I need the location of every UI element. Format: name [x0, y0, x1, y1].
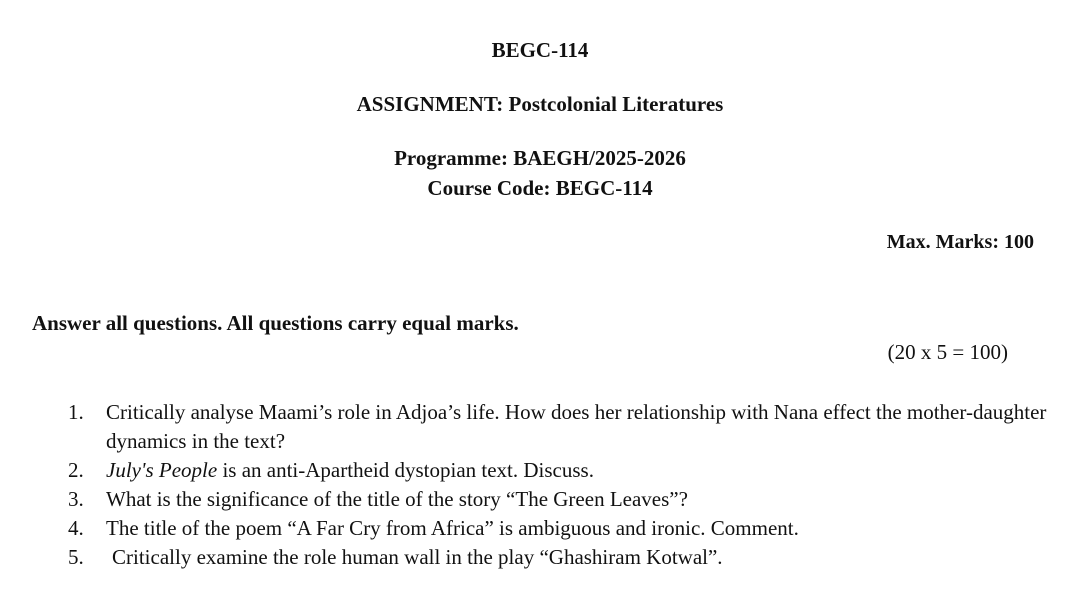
question-text: Critically analyse Maami’s role in Adjoa’s life. How does her relationship with Nana effect the mother-daughter dynamics in the text? [106, 400, 1047, 453]
question-item [68, 485, 1058, 514]
book-title: July's People [106, 458, 218, 482]
question-item [68, 514, 1058, 543]
marks-breakdown: (20 x 5 = 100) [887, 340, 1008, 364]
question-number: 1. [68, 400, 84, 424]
question-number: 3. [68, 487, 84, 511]
question-number: 5. [68, 545, 84, 569]
course-code-line: Course Code: BEGC-114 [427, 176, 653, 200]
programme-line: Programme: BAEGH/2025-2026 [394, 146, 686, 170]
question-item [68, 398, 1058, 456]
course-code-heading: BEGC-114 [491, 38, 589, 62]
max-marks: Max. Marks: 100 [886, 231, 1034, 253]
question-item [68, 543, 1058, 572]
instructions-text: Answer all questions. All questions carry equal marks. [32, 311, 519, 335]
question-text [106, 456, 1058, 485]
question-text: Critically examine the role human wall in the play “Ghashiram Kotwal”. [112, 545, 723, 569]
question-text-rest: is an anti-Apartheid dystopian text. Discuss. [217, 458, 594, 482]
question-text: What is the significance of the title of the story “The Green Leaves”? [106, 487, 688, 511]
question-number: 2. [68, 458, 84, 482]
question-list [68, 398, 1058, 572]
assignment-title: ASSIGNMENT: Postcolonial Literatures [356, 92, 724, 116]
question-number: 4. [68, 516, 84, 540]
question-text: The title of the poem “A Far Cry from Africa” is ambiguous and ironic. Comment. [106, 516, 799, 540]
question-item [68, 456, 1058, 485]
